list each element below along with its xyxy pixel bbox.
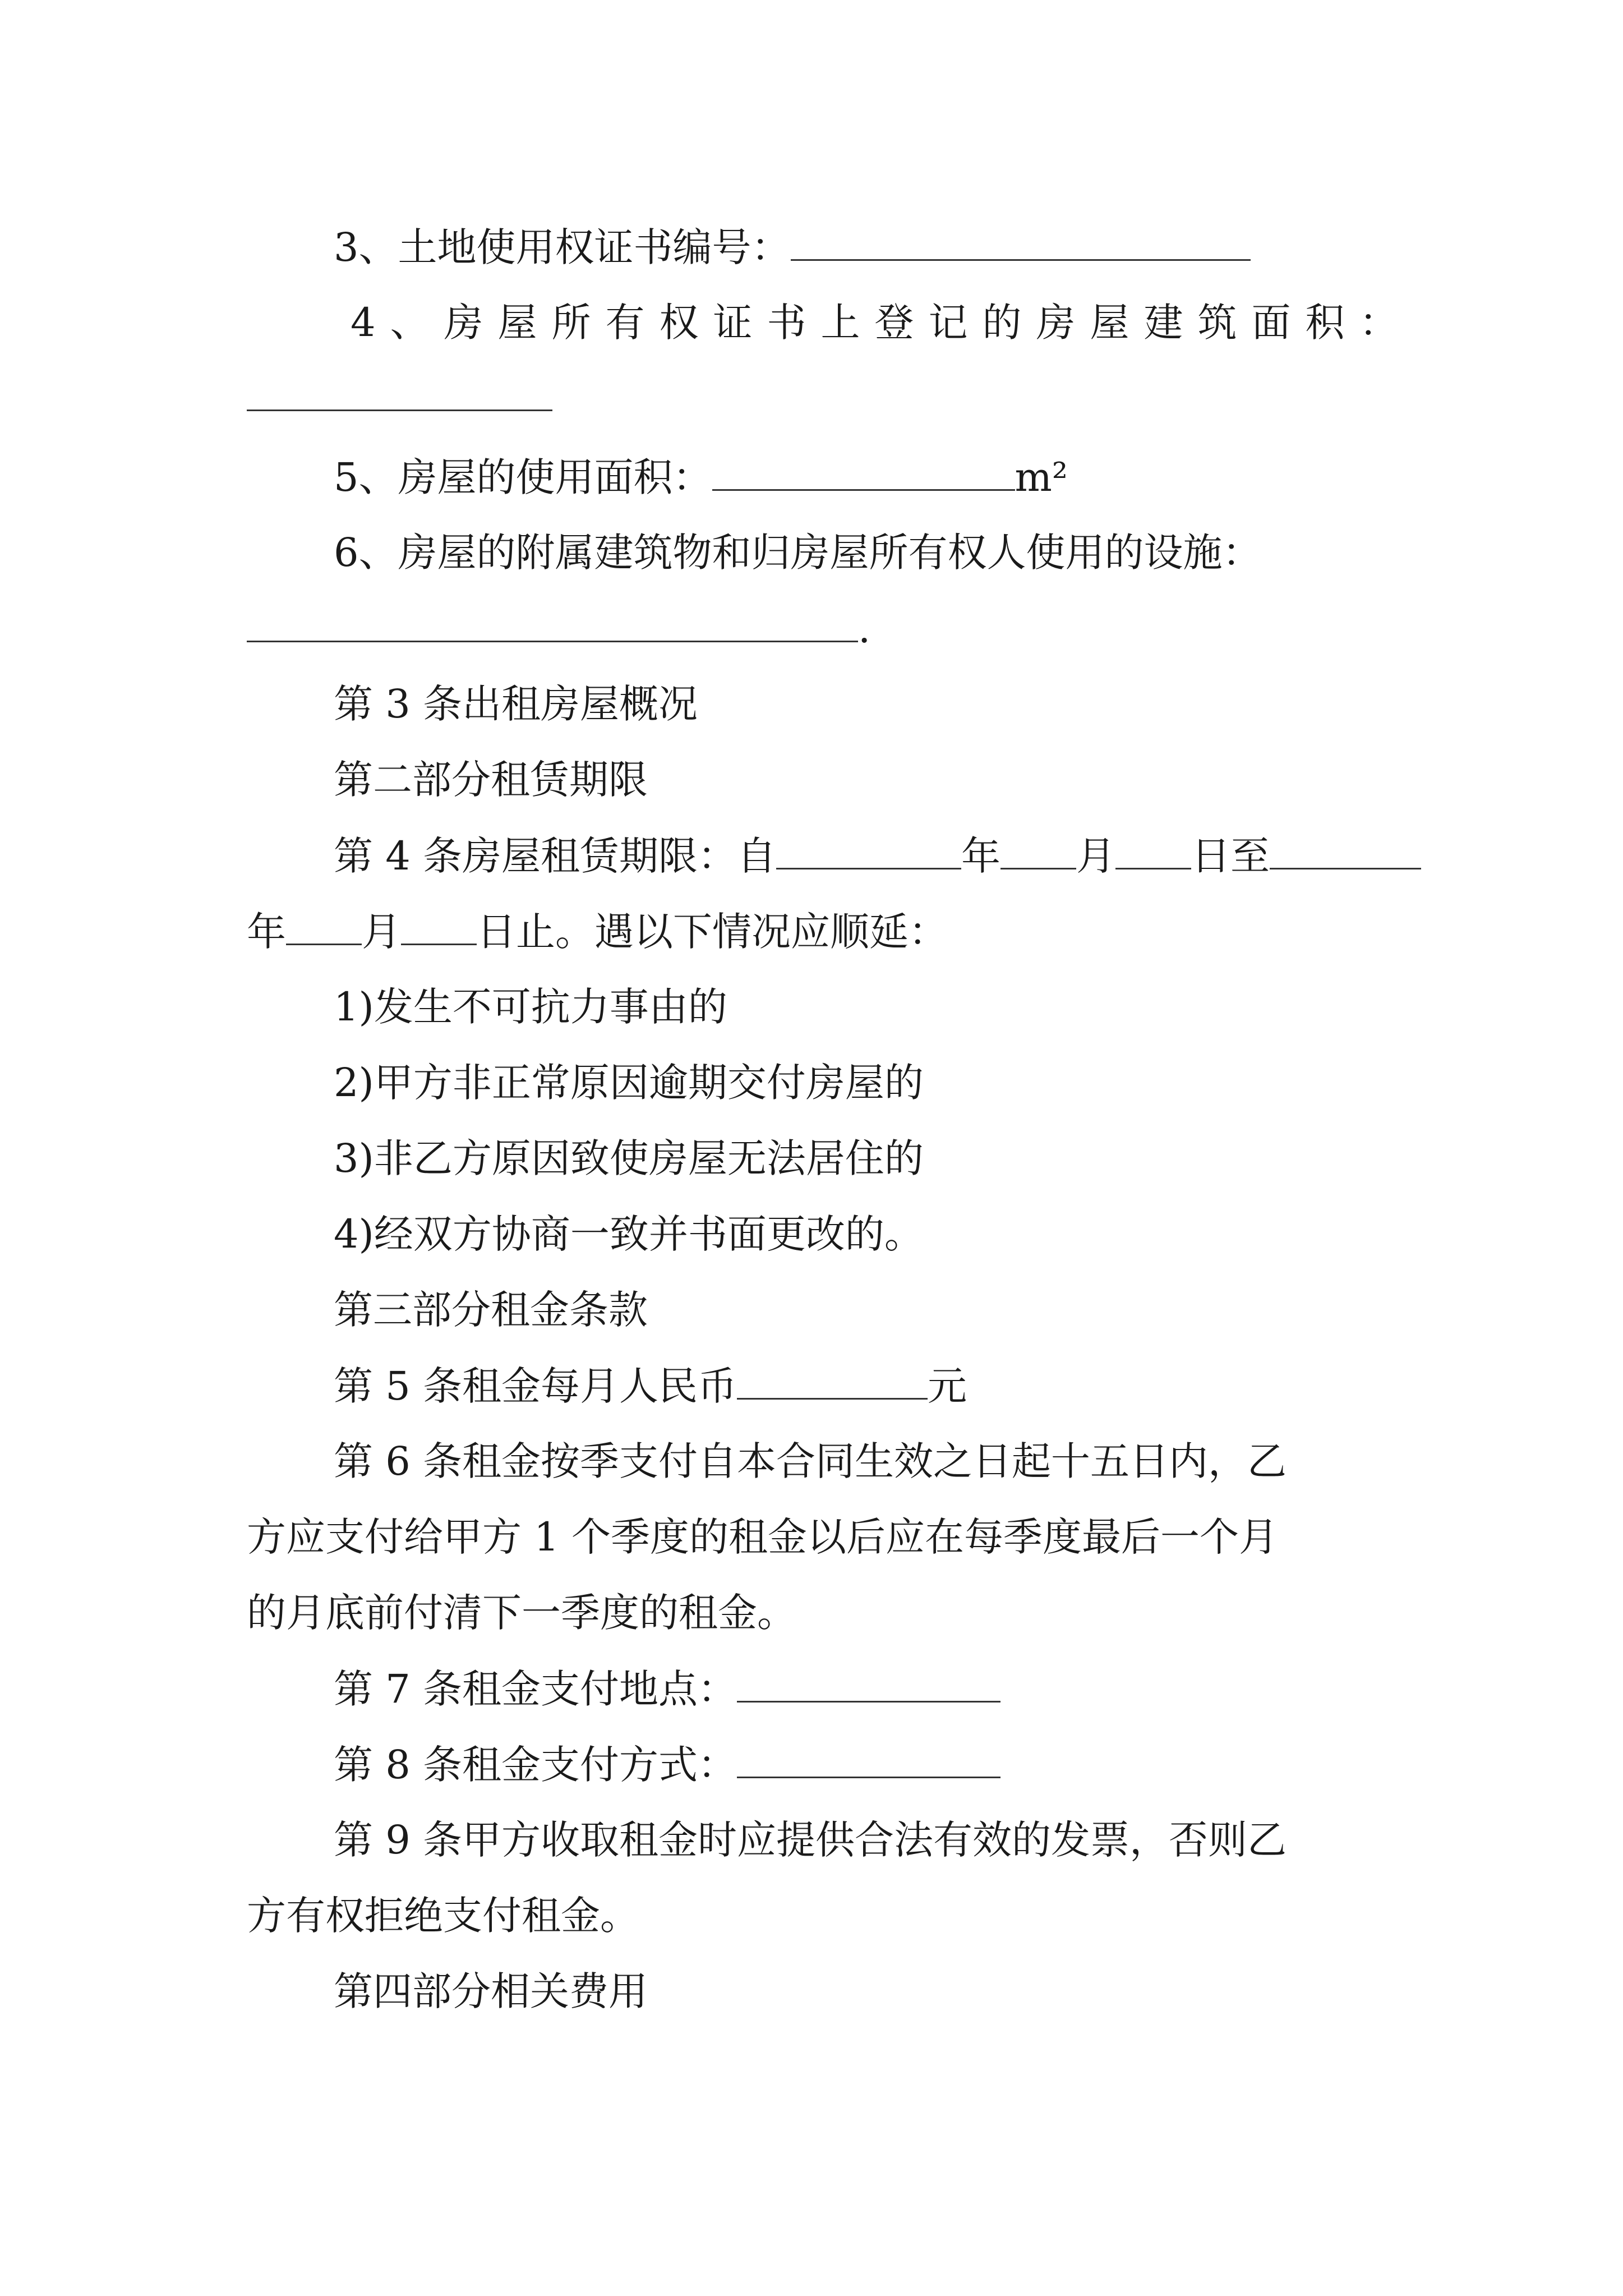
article-9-line-2: 方有权拒绝支付租金。 — [247, 1893, 639, 1939]
clause-building-area — [351, 300, 1413, 345]
clause-facilities — [334, 530, 1262, 575]
article-5-rent — [334, 1363, 967, 1408]
rent-amount-blank — [737, 1363, 928, 1400]
clause-land-certificate — [334, 224, 1251, 269]
start-year-blank — [776, 833, 961, 869]
usable-area-blank — [712, 454, 1015, 491]
start-month-unit: 月 — [1076, 833, 1116, 879]
article-7-payment-place — [334, 1666, 1000, 1711]
article-8-payment-method — [334, 1742, 1000, 1787]
article-3-heading: 第 3 条出租房屋概况 — [334, 681, 698, 727]
end-year-blank — [1270, 833, 1421, 869]
extension-item-4: 4)经双方协商一致并书面更改的。 — [334, 1211, 924, 1257]
end-day-blank — [401, 909, 477, 945]
rent-currency-unit: 元 — [928, 1363, 967, 1409]
lease-term-end — [247, 909, 948, 954]
facilities-period: . — [858, 606, 871, 652]
part-2-heading: 第二部分租赁期限 — [334, 757, 648, 803]
facilities-blank — [247, 606, 858, 642]
payment-place-blank — [737, 1666, 1000, 1703]
part-4-heading: 第四部分相关费用 — [334, 1968, 648, 2014]
building-area-blank — [247, 409, 552, 411]
extension-item-3: 3)非乙方原因致使房屋无法居住的 — [334, 1135, 924, 1181]
end-year-unit: 年 — [247, 909, 286, 955]
clause-usable-area — [334, 454, 1068, 499]
start-year-unit: 年 — [961, 833, 1001, 879]
square-meter-unit: m² — [1015, 454, 1068, 500]
end-day-text: 日止。遇以下情况应顺延： — [477, 909, 948, 955]
start-month-blank — [1000, 833, 1076, 869]
end-month-unit: 月 — [362, 909, 401, 955]
rent-label: 第 5 条租金每月人民币 — [334, 1363, 737, 1409]
facilities-blank-line — [247, 606, 870, 651]
building-area-label: 4、房屋所有权证书上登记的房屋建筑面积： — [351, 300, 1413, 346]
article-6-line-2: 方应支付给甲方 1 个季度的租金以后应在每季度最后一个月 — [247, 1514, 1279, 1560]
lease-term-label: 第 4 条房屋租赁期限：自 — [334, 833, 777, 879]
article-6-line-1: 第 6 条租金按季支付自本合同生效之日起十五日内，乙 — [334, 1438, 1287, 1484]
land-cert-blank — [791, 224, 1251, 261]
article-6-line-3: 的月底前付清下一季度的租金。 — [247, 1590, 796, 1636]
land-cert-label: 3、土地使用权证书编号： — [334, 224, 791, 270]
end-month-blank — [286, 909, 362, 945]
payment-method-label: 第 8 条租金支付方式： — [334, 1742, 737, 1788]
usable-area-label: 5、房屋的使用面积： — [334, 454, 712, 500]
article-4-lease-term — [334, 833, 1421, 878]
payment-place-label: 第 7 条租金支付地点： — [334, 1666, 737, 1712]
start-day-blank — [1115, 833, 1191, 869]
part-3-heading: 第三部分租金条款 — [334, 1287, 648, 1333]
payment-method-blank — [737, 1742, 1000, 1778]
start-day-unit: 日至 — [1191, 833, 1270, 879]
extension-item-1: 1)发生不可抗力事由的 — [334, 984, 727, 1030]
facilities-label: 6、房屋的附属建筑物和归房屋所有权人使用的设施： — [334, 530, 1262, 576]
extension-item-2: 2)甲方非正常原因逾期交付房屋的 — [334, 1060, 924, 1106]
article-9-line-1: 第 9 条甲方收取租金时应提供合法有效的发票，否则乙 — [334, 1817, 1287, 1863]
